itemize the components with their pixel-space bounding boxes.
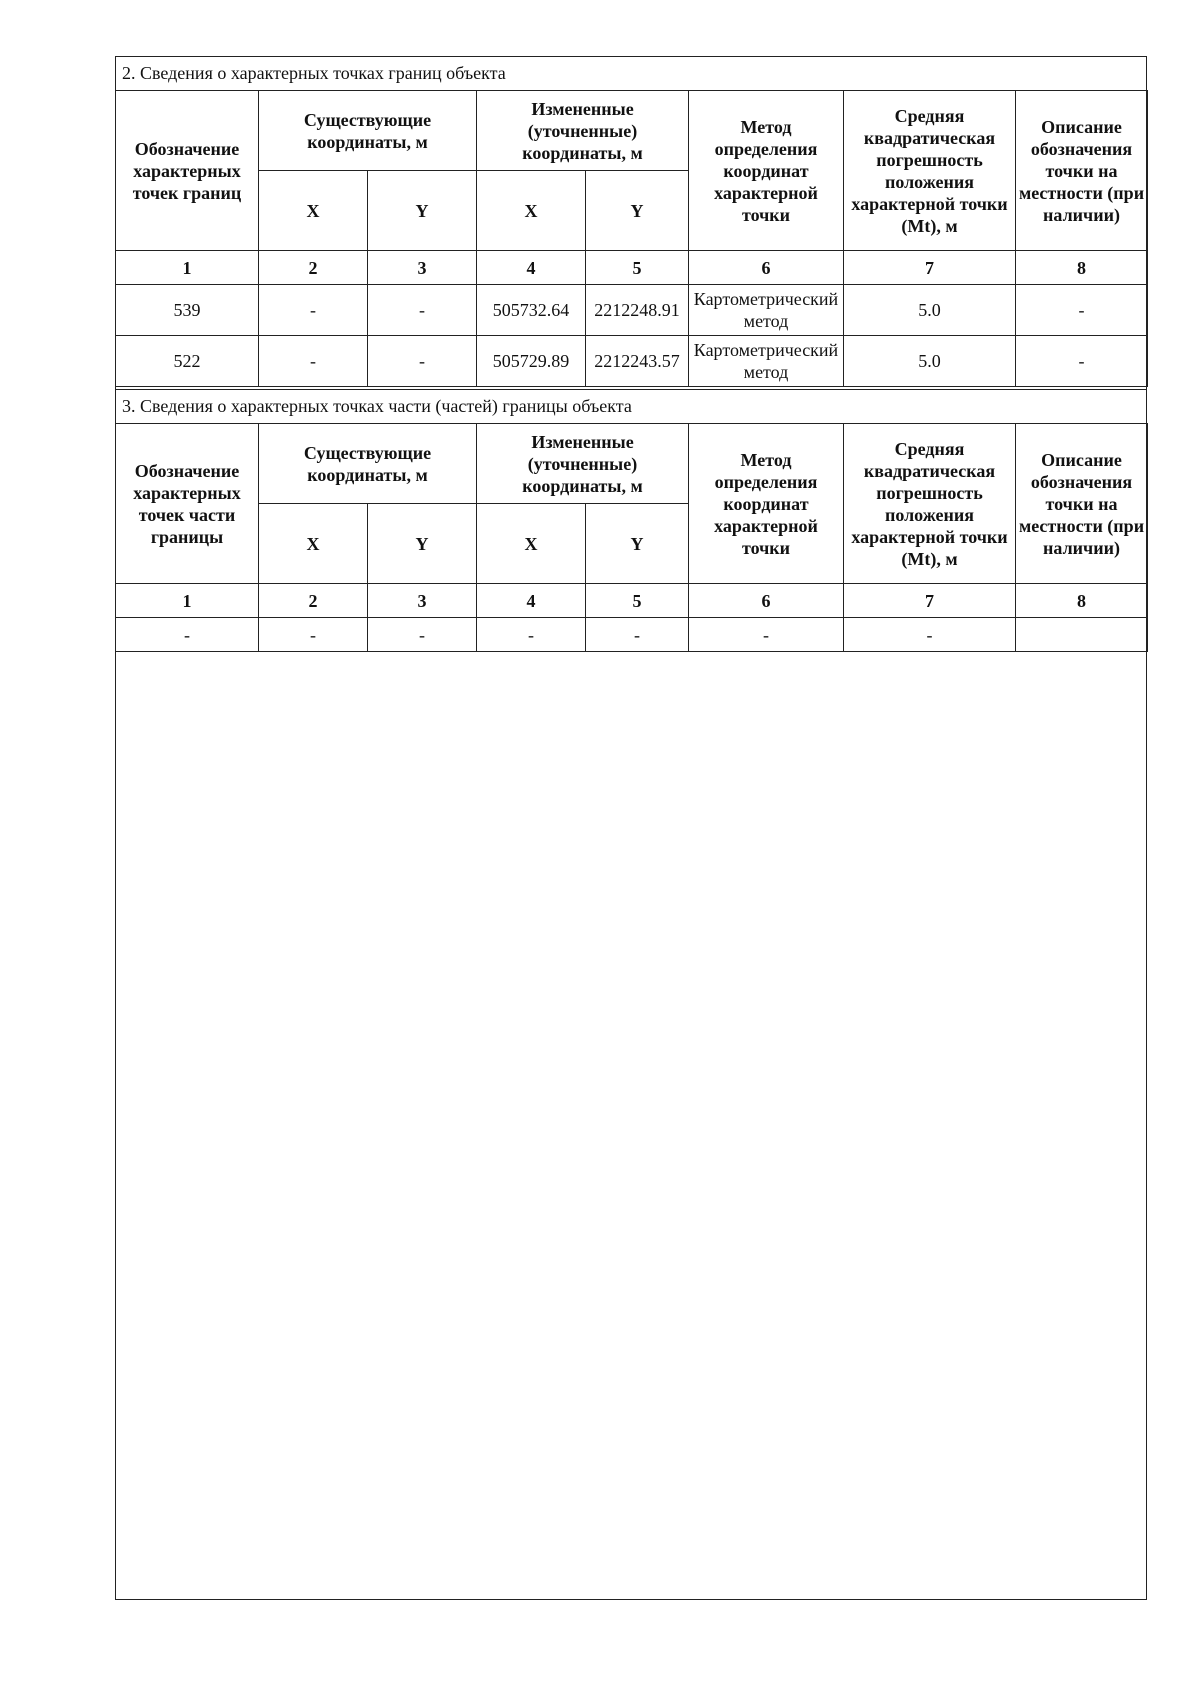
col-number: 3 xyxy=(368,251,477,285)
header-changed-y: Y xyxy=(586,171,689,251)
header-changed-coords: Измененные (уточненные) координаты, м xyxy=(477,91,689,171)
existing-x: - xyxy=(259,285,368,336)
section-3-title: 3. Сведения о характерных точках части (частей) границы объекта xyxy=(115,389,1147,423)
header-error: Средняя квадратическая погрешность положения характерной точки (Mt), м xyxy=(844,424,1016,584)
existing-x: - xyxy=(259,618,368,652)
existing-y: - xyxy=(368,285,477,336)
changed-x: 505732.64 xyxy=(477,285,586,336)
col-number: 8 xyxy=(1016,251,1148,285)
boundary-points-table xyxy=(115,90,1148,387)
method-value: Картометрический метод xyxy=(689,336,844,387)
header-existing-x: X xyxy=(259,504,368,584)
col-number: 2 xyxy=(259,584,368,618)
description-value: - xyxy=(1016,285,1148,336)
col-number: 4 xyxy=(477,584,586,618)
col-number: 5 xyxy=(586,251,689,285)
header-existing-x: X xyxy=(259,171,368,251)
col-number: 3 xyxy=(368,584,477,618)
description-value: - xyxy=(1016,336,1148,387)
col-number: 1 xyxy=(116,584,259,618)
header-method: Метод определения координат характерной точки xyxy=(689,91,844,251)
changed-x: - xyxy=(477,618,586,652)
existing-y: - xyxy=(368,336,477,387)
header-existing-y: Y xyxy=(368,504,477,584)
existing-y: - xyxy=(368,618,477,652)
col-number: 6 xyxy=(689,584,844,618)
changed-y: 2212248.91 xyxy=(586,285,689,336)
point-id: 539 xyxy=(116,285,259,336)
part-boundary-points-table xyxy=(115,423,1148,652)
changed-y: - xyxy=(586,618,689,652)
col-number: 8 xyxy=(1016,584,1148,618)
header-description: Описание обозначения точки на местности (при наличии) xyxy=(1016,424,1148,584)
table-row xyxy=(116,618,1148,652)
header-changed-y: Y xyxy=(586,504,689,584)
header-description: Описание обозначения точки на местности (при наличии) xyxy=(1016,91,1148,251)
point-id: 522 xyxy=(116,336,259,387)
header-point-designation: Обозначение характерных точек границ xyxy=(116,91,259,251)
table-row xyxy=(116,336,1148,387)
header-existing-coords: Существующие координаты, м xyxy=(259,424,477,504)
col-number: 7 xyxy=(844,584,1016,618)
header-error: Средняя квадратическая погрешность положения характерной точки (Mt), м xyxy=(844,91,1016,251)
header-method: Метод определения координат характерной точки xyxy=(689,424,844,584)
col-number: 5 xyxy=(586,584,689,618)
header-existing-y: Y xyxy=(368,171,477,251)
error-value: 5.0 xyxy=(844,336,1016,387)
error-value: 5.0 xyxy=(844,285,1016,336)
error-value: - xyxy=(844,618,1016,652)
method-value: - xyxy=(689,618,844,652)
existing-x: - xyxy=(259,336,368,387)
changed-x: 505729.89 xyxy=(477,336,586,387)
changed-y: 2212243.57 xyxy=(586,336,689,387)
col-number: 2 xyxy=(259,251,368,285)
point-id: - xyxy=(116,618,259,652)
table-row xyxy=(116,285,1148,336)
col-number: 7 xyxy=(844,251,1016,285)
header-changed-x: X xyxy=(477,171,586,251)
description-value xyxy=(1016,618,1148,652)
col-number: 4 xyxy=(477,251,586,285)
header-changed-x: X xyxy=(477,504,586,584)
section-2-title: 2. Сведения о характерных точках границ объекта xyxy=(115,56,1147,90)
header-existing-coords: Существующие координаты, м xyxy=(259,91,477,171)
header-changed-coords: Измененные (уточненные) координаты, м xyxy=(477,424,689,504)
header-point-designation: Обозначение характерных точек части границы xyxy=(116,424,259,584)
col-number: 1 xyxy=(116,251,259,285)
col-number: 6 xyxy=(689,251,844,285)
method-value: Картометрический метод xyxy=(689,285,844,336)
